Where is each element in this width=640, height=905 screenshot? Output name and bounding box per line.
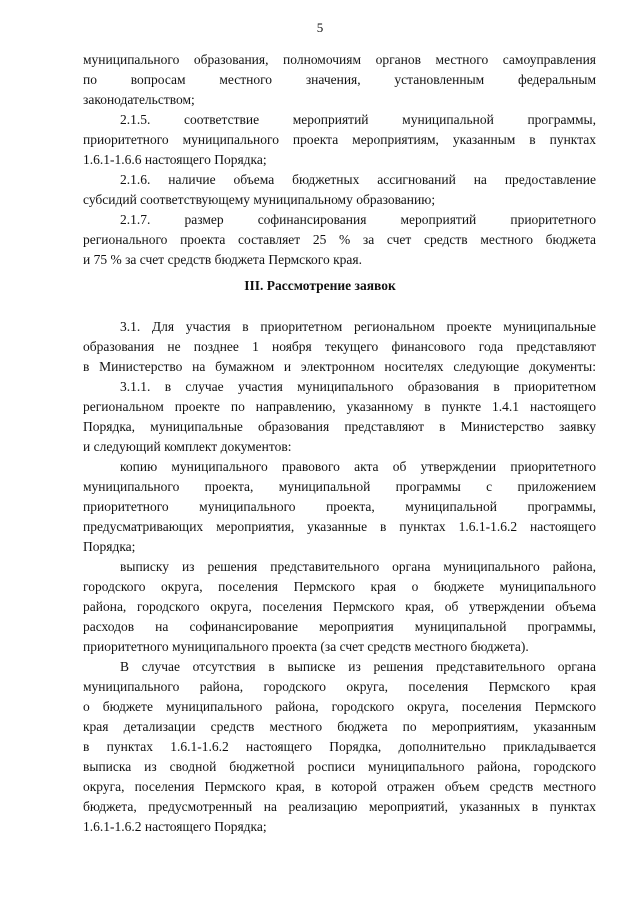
text-line: В случае отсутствия в выписке из решения представительного органа: [120, 659, 596, 674]
text-line: регионального проекта составляет 25 % за счет средств местного бюджета: [83, 232, 596, 247]
text-line: Порядка;: [83, 539, 136, 554]
text-line: и следующий комплект документов:: [83, 439, 292, 454]
text-line: копию муниципального правового акта об утверждении приоритетного: [120, 459, 596, 474]
text-line: в Министерство на бумажном и электронном носителях следующие документы:: [83, 359, 596, 374]
text-line: предусматривающих мероприятия, указанные в пунктах 1.6.1-1.6.2 настоящего: [83, 519, 596, 534]
text-line: Порядка, муниципальные образования представляют в Министерство заявку: [83, 419, 596, 434]
text-line: субсидий соответствующему муниципальному образованию;: [83, 192, 436, 207]
text-line: приоритетного муниципального проекта (за счет средств местного бюджета).: [83, 639, 529, 654]
text-line: бюджета, предусмотренный на реализацию мероприятий, указанных в пунктах: [83, 799, 596, 814]
text-line: законодательством;: [83, 92, 195, 107]
text-line: муниципального образования, полномочиям органов местного самоуправления: [83, 52, 596, 67]
text-line: о бюджете муниципального района, городского округа, поселения Пермского: [83, 699, 596, 714]
text-line: и 75 % за счет средств бюджета Пермского края.: [83, 252, 363, 267]
text-line: приоритетного муниципального проекта мероприятиям, указанным в пунктах: [83, 132, 596, 147]
text-line: 2.1.7. размер софинансирования мероприятий приоритетного: [120, 212, 596, 227]
text-line: 2.1.5. соответствие мероприятий муниципальной программы,: [120, 112, 596, 127]
text-line: 2.1.6. наличие объема бюджетных ассигнований на предоставление: [120, 172, 596, 187]
text-line: образования не позднее 1 ноября текущего финансового года представляют: [83, 339, 596, 354]
text-line: выписка из сводной бюджетной росписи муниципального района, городского: [83, 759, 596, 774]
text-line: региональном проекте по направлению, указанному в пункте 1.4.1 настоящего: [83, 399, 596, 414]
text-line: района, городского округа, поселения Пермского края, об утверждении объема: [83, 599, 596, 614]
text-line: в пунктах 1.6.1-1.6.2 настоящего Порядка, дополнительно прикладывается: [83, 739, 596, 754]
text-line: городского округа, поселения Пермского края о бюджете муниципального: [83, 579, 596, 594]
text-line: 1.6.1-1.6.2 настоящего Порядка;: [83, 819, 267, 834]
text-line: муниципального района, городского округа, поселения Пермского края: [83, 679, 596, 694]
text-line: муниципального проекта, муниципальной программы с приложением: [83, 479, 596, 494]
text-line: расходов на софинансирование мероприятия муниципальной программы,: [83, 619, 596, 634]
text-line: края детализации средств местного бюджета по мероприятиям, указанным: [83, 719, 596, 734]
text-line: приоритетного муниципального проекта, муниципальной программы,: [83, 499, 596, 514]
text-line: выписку из решения представительного органа муниципального района,: [120, 559, 596, 574]
text-line: 1.6.1-1.6.6 настоящего Порядка;: [83, 152, 267, 167]
text-line: округа, поселения Пермского края, в которой отражен объем средств местного: [83, 779, 596, 794]
page-number: 5: [316, 20, 324, 35]
text-line: по вопросам местного значения, установленным федеральным: [83, 72, 596, 87]
text-line: 3.1.1. в случае участия муниципального образования в приоритетном: [120, 379, 596, 394]
text-line: 3.1. Для участия в приоритетном региональном проекте муниципальные: [120, 319, 596, 334]
section-heading: III. Рассмотрение заявок: [244, 278, 396, 293]
